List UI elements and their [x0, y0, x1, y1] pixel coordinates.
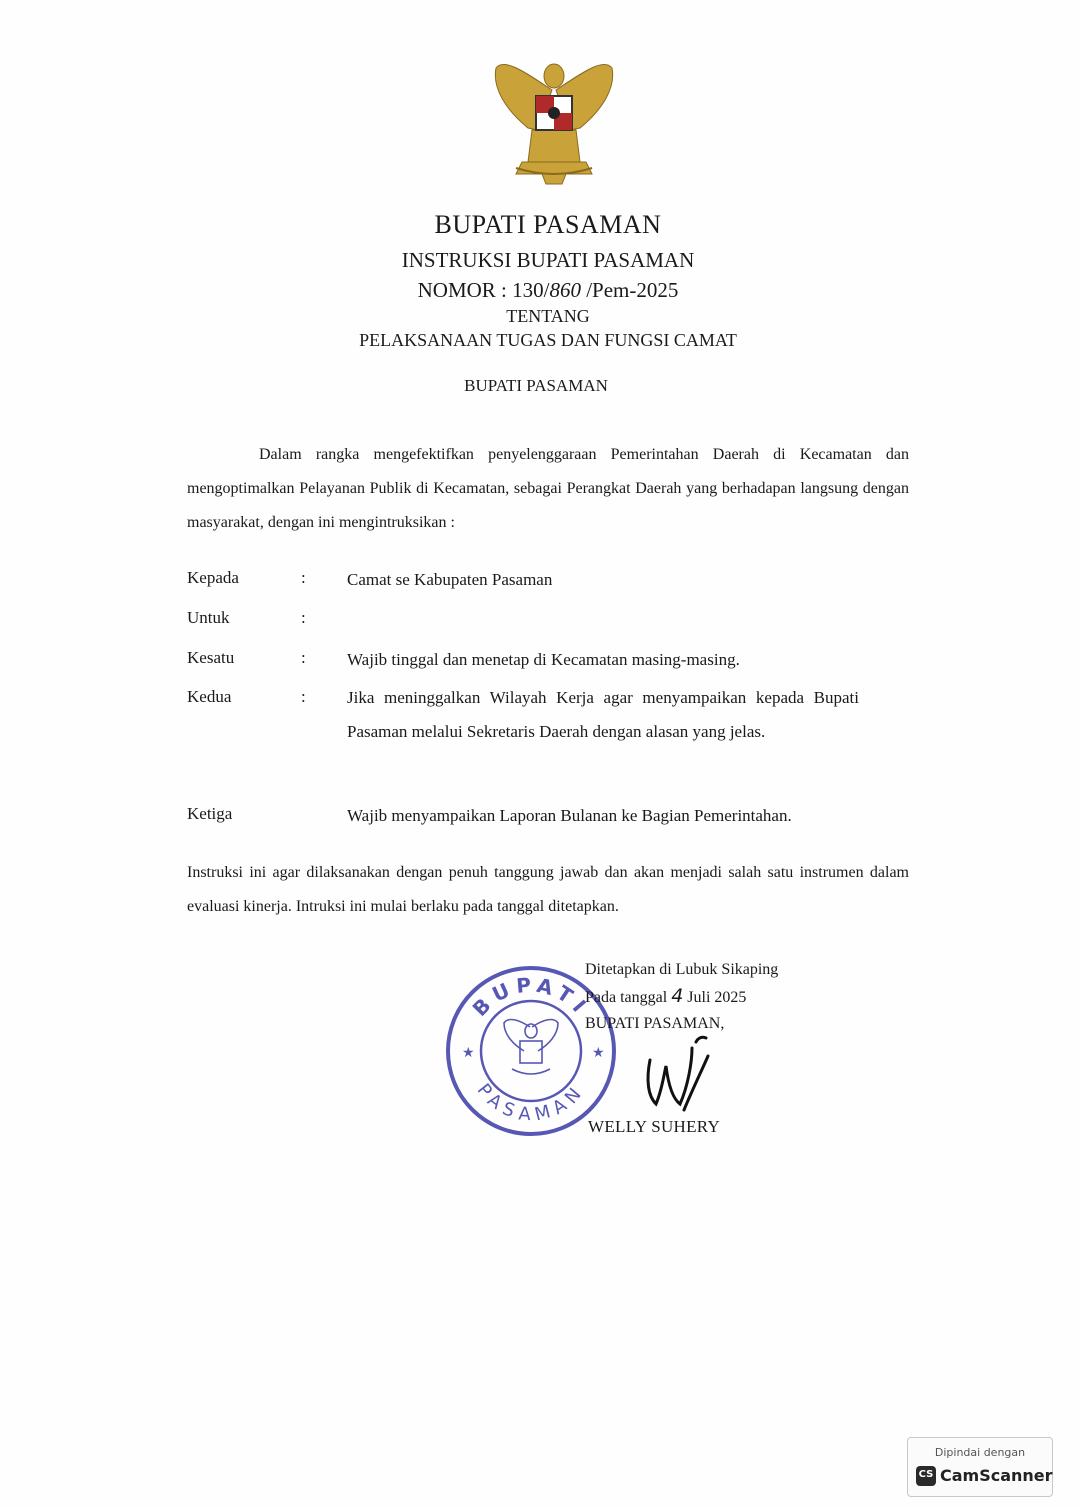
number-suffix: /Pem-2025 — [580, 278, 679, 302]
row-colon: : — [301, 568, 306, 587]
row-colon: : — [301, 648, 306, 667]
row-label: Kedua — [187, 687, 232, 706]
place-line: Ditetapkan di Lubuk Sikaping — [585, 961, 779, 978]
row-label: Kesatu — [187, 648, 235, 667]
stamp-top-text: BUPATI — [467, 972, 595, 1022]
date-rest: Juli 2025 — [683, 989, 747, 1006]
scanner-badge — [907, 1437, 1053, 1497]
document-type: INSTRUKSI BUPATI PASAMAN — [401, 248, 695, 272]
row-value: Jika meninggalkan Wilayah Kerja agar menyampaikan kepada Bupati Pasaman melalui Sekretaris Daerah dengan alasan yang jelas. — [347, 688, 859, 741]
stamp-bottom-text: PASAMAN — [472, 1079, 590, 1126]
row-value: Wajib menyampaikan Laporan Bulanan ke Bagian Pemerintahan. — [347, 806, 792, 825]
number-handwritten: 860 — [549, 278, 581, 302]
date-prefix: Pada tanggal — [585, 989, 672, 1006]
row-colon: : — [301, 687, 306, 706]
svg-text:PASAMAN — [473, 1080, 590, 1126]
svg-text:★: ★ — [462, 1046, 475, 1061]
scanner-caption: Dipindai dengan — [934, 1446, 1026, 1459]
row-label: Ketiga — [187, 804, 233, 823]
handwritten-signature-icon — [636, 1030, 726, 1114]
number-prefix: NOMOR : 130/ — [417, 278, 550, 302]
position-line: BUPATI PASAMAN, — [585, 1015, 725, 1032]
row-value: Camat se Kabupaten Pasaman — [347, 570, 553, 589]
scanner-brand: CamScanner — [940, 1466, 1053, 1485]
intro-paragraph: Dalam rangka mengefektifkan penyelenggaraan Pemerintahan Daerah di Kecamatan dan mengoptimalkan Pelayanan Publik di Kecamatan, sebagai Perangkat Daerah yang berhadapan langsung dengan masyarakat, dengan ini mengintruksikan : — [187, 446, 909, 531]
header-title: BUPATI PASAMAN — [434, 210, 662, 239]
date-day-handwritten: 4 — [671, 985, 684, 1007]
document-number — [0, 278, 1080, 303]
row-label: Untuk — [187, 608, 230, 627]
subject-line: PELAKSANAAN TUGAS DAN FUNGSI CAMAT — [359, 330, 737, 350]
garuda-emblem-icon — [482, 50, 626, 186]
row-colon: : — [301, 608, 306, 627]
row-label: Kepada — [187, 568, 239, 587]
date-line — [585, 983, 778, 1011]
svg-text:★: ★ — [592, 1046, 605, 1061]
camscanner-logo-icon — [916, 1466, 936, 1486]
issuer-line: BUPATI PASAMAN — [464, 376, 608, 395]
logo-text: CS — [918, 1469, 934, 1480]
signatory-name: WELLY SUHERY — [588, 1117, 721, 1136]
about-label: TENTANG — [506, 306, 590, 326]
closing-paragraph: Instruksi ini agar dilaksanakan dengan penuh tanggung jawab dan akan menjadi salah satu instrumen dalam evaluasi kinerja. Intruksi ini mulai berlaku pada tanggal ditetapkan. — [187, 864, 909, 915]
row-value: Wajib tinggal dan menetap di Kecamatan masing-masing. — [347, 650, 740, 669]
signature-block — [585, 957, 778, 1037]
